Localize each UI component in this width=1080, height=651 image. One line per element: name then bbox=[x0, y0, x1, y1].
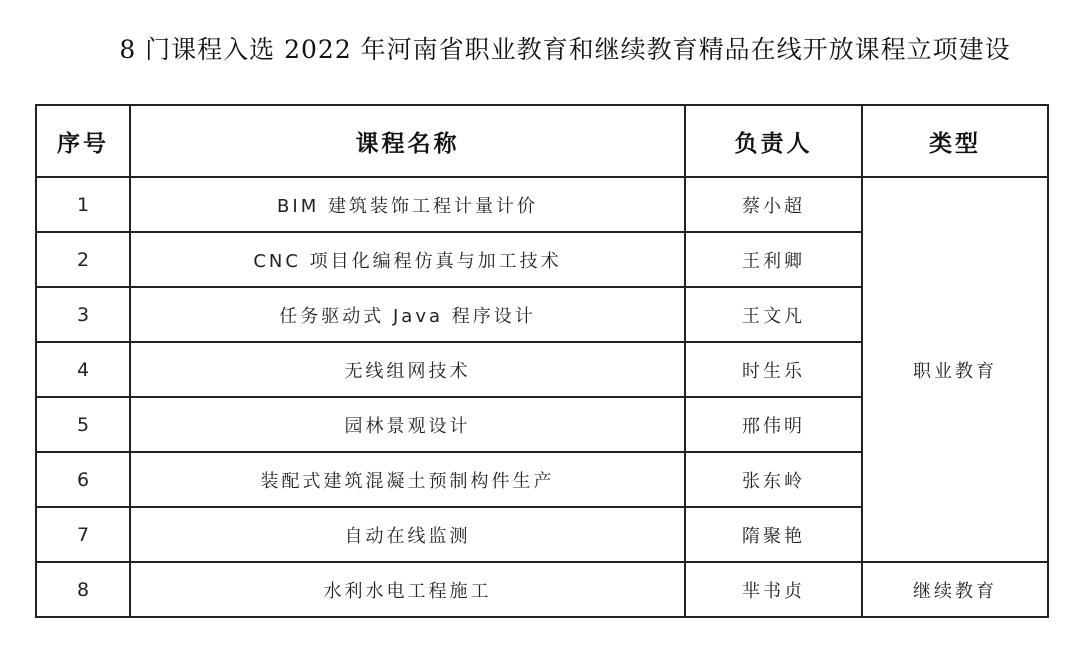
type-vocational: 职业教育 bbox=[862, 177, 1048, 562]
row-index: 5 bbox=[36, 397, 130, 452]
header-type: 类型 bbox=[862, 105, 1048, 177]
type-continuing: 继续教育 bbox=[862, 562, 1048, 617]
row-index: 7 bbox=[36, 507, 130, 562]
header-course-name: 课程名称 bbox=[130, 105, 685, 177]
table-row bbox=[36, 562, 1048, 617]
row-course-name: BIM 建筑装饰工程计量计价 bbox=[130, 177, 685, 232]
header-index: 序号 bbox=[36, 105, 130, 177]
row-course-name: 水利水电工程施工 bbox=[130, 562, 685, 617]
row-course-name: 装配式建筑混凝土预制构件生产 bbox=[130, 452, 685, 507]
row-lead: 邢伟明 bbox=[685, 397, 862, 452]
row-course-name: 园林景观设计 bbox=[130, 397, 685, 452]
row-course-name: CNC 项目化编程仿真与加工技术 bbox=[130, 232, 685, 287]
document-title: 8 门课程入选 2022 年河南省职业教育和继续教育精品在线开放课程立项建设 bbox=[119, 35, 1011, 64]
row-index: 3 bbox=[36, 287, 130, 342]
table-row bbox=[36, 177, 1048, 232]
row-lead: 蔡小超 bbox=[685, 177, 862, 232]
row-course-name: 无线组网技术 bbox=[130, 342, 685, 397]
row-course-name: 自动在线监测 bbox=[130, 507, 685, 562]
row-lead: 王利卿 bbox=[685, 232, 862, 287]
course-table bbox=[35, 104, 1049, 618]
row-lead: 张东岭 bbox=[685, 452, 862, 507]
header-lead: 负责人 bbox=[685, 105, 862, 177]
row-index: 2 bbox=[36, 232, 130, 287]
row-index: 8 bbox=[36, 562, 130, 617]
row-index: 1 bbox=[36, 177, 130, 232]
row-lead: 王文凡 bbox=[685, 287, 862, 342]
row-course-name: 任务驱动式 Java 程序设计 bbox=[130, 287, 685, 342]
row-lead: 时生乐 bbox=[685, 342, 862, 397]
row-index: 4 bbox=[36, 342, 130, 397]
row-lead: 隋聚艳 bbox=[685, 507, 862, 562]
table-header-row bbox=[36, 105, 1048, 177]
row-index: 6 bbox=[36, 452, 130, 507]
row-lead: 芈书贞 bbox=[685, 562, 862, 617]
